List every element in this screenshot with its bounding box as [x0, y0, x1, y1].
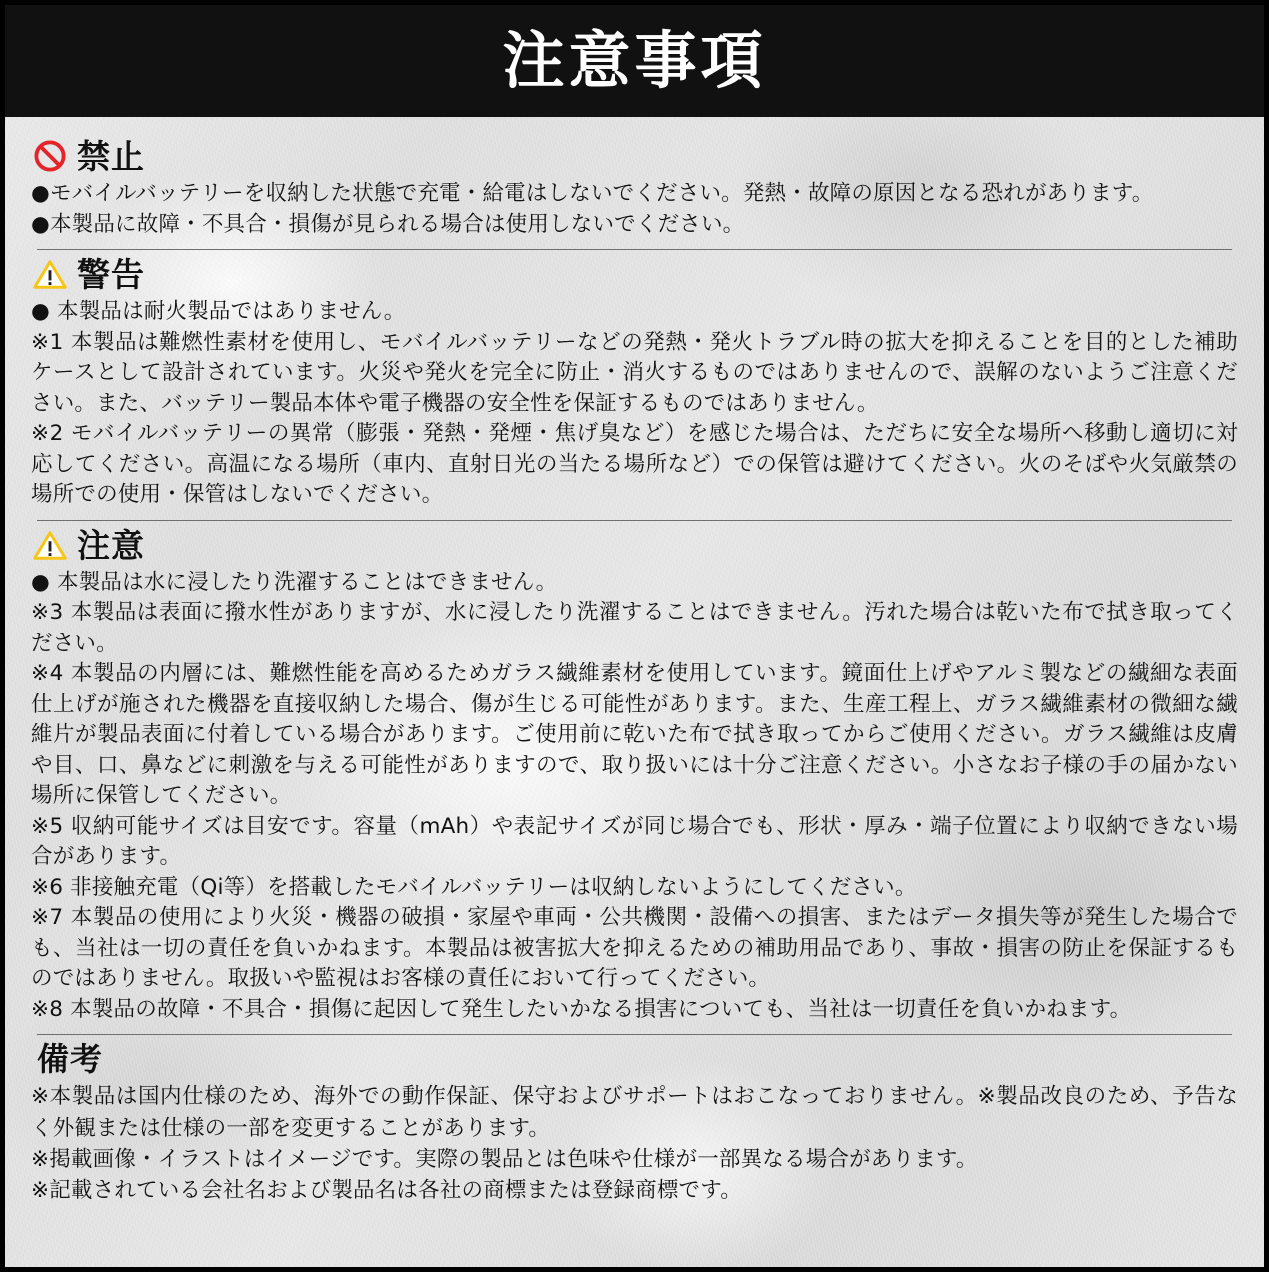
prohibition-icon [33, 139, 67, 173]
section-title-caution: 注意 [77, 525, 145, 565]
section-title-warning: 警告 [77, 255, 145, 295]
warning-line-1: ● 本製品は耐火製品ではありません。 [31, 299, 406, 325]
remarks-line-3: ※記載されている会社名および製品名は各社の商標または登録商標です。 [31, 1177, 742, 1203]
caution-line-4: ※5 収納可能サイズは目安です。容量（mAh）や表記サイズが同じ場合でも、形状・厚み・端子位置により収納できない場合があります。 [31, 813, 1238, 870]
caution-line-7: ※8 本製品の故障・不具合・損傷に起因して発生したいかなる損害についても、当社は一切責任を負いかねます。 [31, 996, 1132, 1022]
section-caution [31, 525, 1238, 1036]
section-header-caution [33, 525, 1238, 565]
caution-line-2: ※3 本製品は表面に撥水性がありますが、水に浸したり洗濯することはできません。汚れた場合は乾いた布で拭き取ってください。 [31, 600, 1238, 656]
section-title-prohibit: 禁止 [77, 136, 145, 176]
document-body [5, 117, 1264, 1234]
remarks-line-1: ※本製品は国内仕様のため、海外での動作保証、保守およびサポートはおこなっておりません。※製品改良のため、予告なく外観または仕様の一部を変更することがあります。 [31, 1084, 1238, 1141]
section-header-prohibit [33, 136, 1238, 176]
caution-line-5: ※6 非接触充電（Qi等）を搭載したモバイルバッテリーは収納しないようにしてください。 [31, 874, 917, 900]
section-prohibit [31, 136, 1238, 250]
warning-line-2: ※1 本製品は難燃性素材を使用し、モバイルバッテリーなどの発熱・発火トラブル時の拡大を抑えることを目的とした補助ケースとして設計されています。火災や発火を完全に防止・消火するものではありませんので、誤解のないようご注意ください。また、バッテリー製品本体や電子機器の安全性を保証するものではありません。 [31, 329, 1238, 416]
section-warning [31, 255, 1238, 521]
caution-line-3: ※4 本製品の内層には、難燃性能を高めるためガラス繊維素材を使用しています。鏡面仕上げやアルミ製などの繊細な表面仕上げが施された機器を直接収納した場合、傷が生じる可能性があります。また、生産工程上、ガラス繊維素材の微細な繊維片が製品表面に付着している場合があります。ご使用前に乾いた布で拭き取ってからご使用ください。ガラス繊維は皮膚や目、口、鼻などに刺激を与える可能性がありますので、取り扱いには十分ご注意ください。小さなお子様の手の届かない場所に保管してください。 [31, 661, 1238, 809]
warning-line-3: ※2 モバイルバッテリーの異常（膨張・発熱・発煙・焦げ臭など）を感じた場合は、ただちに安全な場所へ移動し適切に対応してください。高温になる場所（車内、直射日光の当たる場所など）での保管は避けてください。火のそばや火気厳禁の場所での使用・保管はしないでください。 [31, 421, 1238, 508]
prohibit-line-1: ●モバイルバッテリーを収納した状態で充電・給電はしないでください。発熱・故障の原因となる恐れがあります。 [31, 181, 1154, 206]
section-header-warning [33, 255, 1238, 295]
document-header [5, 5, 1264, 117]
prohibit-line-2: ●本製品に故障・不具合・損傷が見られる場合は使用しないでください。 [31, 211, 745, 237]
section-header-remarks [33, 1040, 1238, 1079]
section-title-remarks: 備考 [37, 1040, 104, 1079]
caution-line-1: ● 本製品は水に浸したり洗濯することはできません。 [31, 569, 558, 595]
warning-triangle-icon [33, 259, 67, 290]
remarks-line-2: ※掲載画像・イラストはイメージです。実際の製品とは色味や仕様が一部異なる場合があります。 [31, 1146, 978, 1172]
caution-line-6: ※7 本製品の使用により火災・機器の破損・家屋や車両・公共機関・設備への損害、またはデータ損失等が発生した場合でも、当社は一切の責任を負いかねます。本製品は被害拡大を抑えるための補助用品であり、事故・損害の防止を保証するものではありません。取扱いや監視はお客様の責任において行ってください。 [31, 905, 1238, 992]
section-remarks [31, 1040, 1238, 1216]
page-title: 注意事項 [502, 24, 767, 97]
caution-triangle-icon [33, 530, 67, 561]
